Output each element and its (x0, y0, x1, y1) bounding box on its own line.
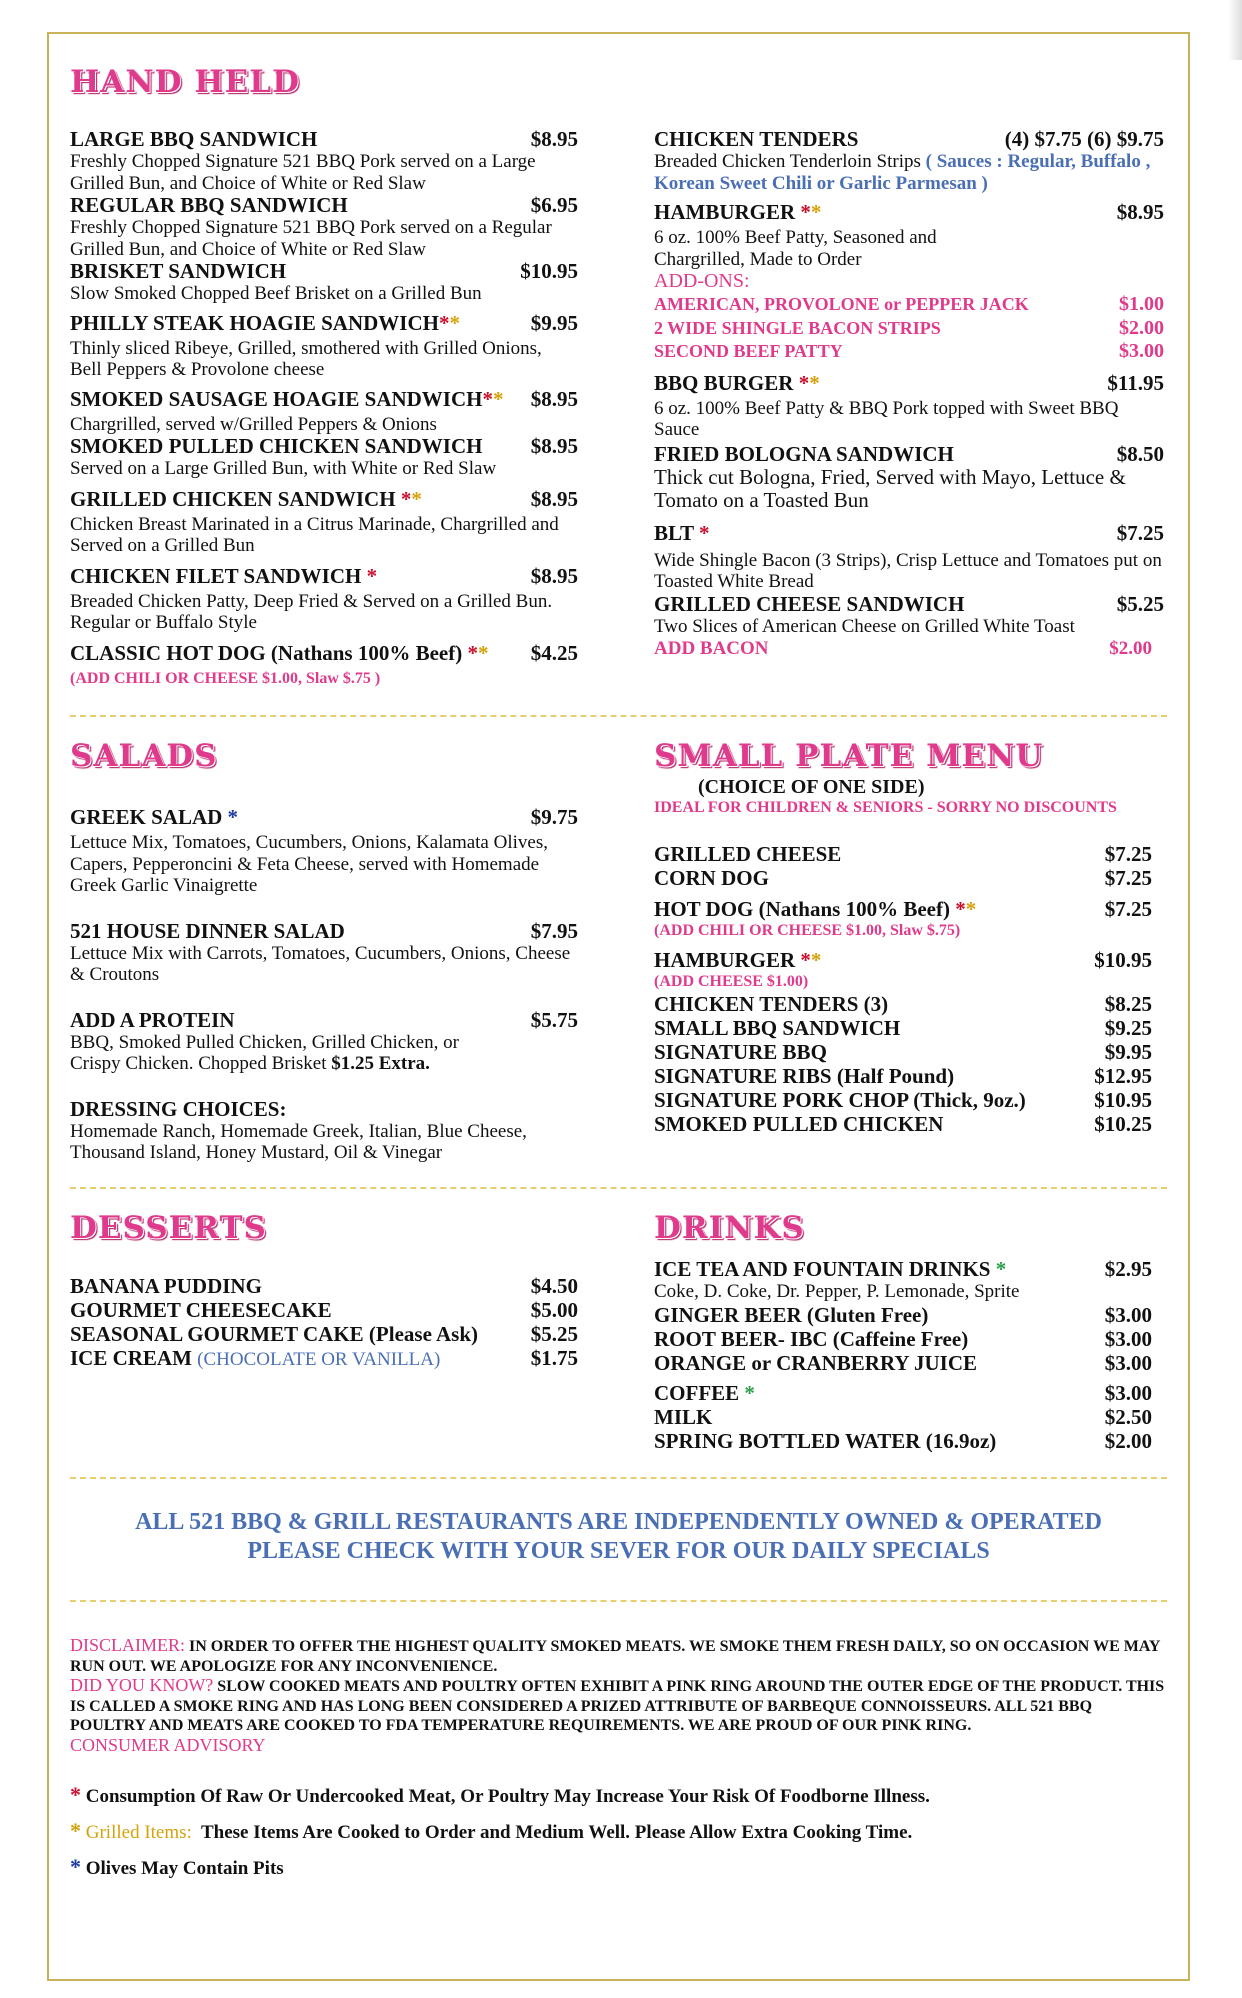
item-price: $6.95 (530, 193, 578, 217)
item-price: $8.50 (1116, 441, 1164, 466)
item-price: $4.25 (530, 640, 578, 665)
item-name: GRILLED CHEESE SANDWICH (654, 591, 965, 616)
hand-held-title: HAND HELD (70, 64, 300, 100)
item-extra: $1.25 Extra. (331, 1053, 430, 1074)
item-desc: Thick cut Bologna, Fried, Served with Mayo, Lettuce & Tomato on a Toasted Bun (654, 464, 1126, 512)
advisory-text: Olives May Contain Pits (85, 1858, 284, 1879)
item-desc: Lettuce Mix, Tomatoes, Cucumbers, Onions, Kalamata Olives, Capers, Pepperoncini & Feta Cheese, served with Homemade Greek Garlic Vinaigrette (70, 832, 548, 896)
item-note: (ADD CHILI OR CHEESE $1.00, Slaw $.75 ) (70, 669, 381, 687)
star-icon: * (366, 563, 378, 588)
addons-label: ADD-ONS: (654, 270, 750, 292)
item-price: $9.25 (1104, 1016, 1152, 1040)
star-icon: * (995, 1257, 1007, 1281)
star-icon: * (482, 386, 493, 411)
ice-cream-flavors: (CHOCOLATE OR VANILLA) (197, 1349, 441, 1370)
menu-item (654, 842, 1164, 866)
star-icon: * (492, 386, 504, 411)
menu-item (654, 593, 1164, 638)
menu-item (654, 1429, 1164, 1453)
disclaimer-label: DISCLAIMER: (70, 1635, 186, 1655)
menu-item (654, 443, 1164, 512)
item-name: DRESSING CHOICES: (70, 1096, 287, 1121)
menu-item (70, 312, 578, 381)
addon-name: AMERICAN, PROVOLONE or PEPPER JACK (654, 294, 1029, 314)
menu-item (654, 201, 1164, 270)
item-desc: Served on a Large Grilled Bun, with White or Red Slaw (70, 458, 497, 479)
item-price: $5.00 (530, 1298, 578, 1322)
item-desc: Homemade Ranch, Homemade Greek, Italian, Blue Cheese, Thousand Island, Honey Mustard, Oil & Vinegar (70, 1120, 527, 1163)
drinks-column (654, 1257, 1164, 1453)
star-icon: * (798, 370, 810, 395)
item-name: PHILLY STEAK HOAGIE SANDWICH (70, 310, 439, 335)
menu-item (70, 1274, 578, 1298)
item-name: SMALL BBQ SANDWICH (654, 1016, 901, 1040)
menu-item (70, 1009, 578, 1075)
sauce-options: ( Sauces : Regular, Buffalo , Korean Sweet Chili or Garlic Parmesan ) (654, 151, 1151, 194)
item-name: CHICKEN FILET SANDWICH (70, 563, 362, 588)
item-name: HAMBURGER (654, 948, 796, 972)
item-name: BRISKET SANDWICH (70, 259, 287, 283)
item-desc: Breaded Chicken Tenderloin Strips (654, 151, 921, 172)
item-name: SMOKED PULLED CHICKEN SANDWICH (70, 434, 483, 458)
menu-item (654, 1351, 1164, 1375)
menu-item (654, 866, 1164, 890)
item-name: BLT (654, 520, 694, 545)
item-name: CHICKEN TENDERS (3) (654, 992, 889, 1016)
item-price: $7.25 (1104, 866, 1152, 890)
advisory-text: These Items Are Cooked to Order and Medium Well. Please Allow Extra Cooking Time. (200, 1822, 913, 1843)
item-name: SEASONAL GOURMET CAKE (Please Ask) (70, 1322, 478, 1346)
notice-line: PLEASE CHECK WITH YOUR SEVER FOR OUR DAILY SPECIALS (247, 1538, 990, 1564)
item-name: CLASSIC HOT DOG (Nathans 100% Beef) (70, 640, 463, 665)
hand-held-left-column (70, 128, 578, 689)
star-icon: * (411, 486, 422, 511)
advisory-list (70, 1783, 1170, 1881)
item-name: SIGNATURE RIBS (Half Pound) (654, 1064, 955, 1088)
menu-item (654, 128, 1164, 194)
item-desc: Freshly Chopped Signature 521 BBQ Pork served on a Regular Grilled Bun, and Choice of White or Red Slaw (70, 217, 552, 260)
item-desc: Chicken Breast Marinated in a Citrus Marinade, Chargrilled and Served on a Grilled Bun (70, 513, 559, 556)
item-desc: Breaded Chicken Patty, Deep Fried & Served on a Grilled Bun. Regular or Buffalo Style (70, 590, 553, 633)
star-icon: * (800, 948, 811, 972)
item-desc: Thinly sliced Ribeye, Grilled, smothered with Grilled Onions, Bell Peppers & Provolone cheese (70, 337, 542, 380)
menu-item (654, 1327, 1164, 1351)
item-desc: Freshly Chopped Signature 521 BBQ Pork served on a Large Grilled Bun, and Choice of White or Red Slaw (70, 151, 536, 194)
item-price: $10.95 (1094, 1088, 1152, 1112)
small-plate-title: SMALL PLATE MENU (654, 738, 1044, 774)
menu-item (70, 920, 578, 986)
addon-price: $2.00 (1109, 638, 1152, 659)
star-icon: * (955, 897, 966, 921)
menu-item (70, 435, 578, 480)
menu-item (70, 128, 578, 194)
item-name: ADD A PROTEIN (70, 1007, 235, 1032)
item-name: REGULAR BBQ SANDWICH (70, 193, 348, 217)
item-name: SPRING BOTTLED WATER (16.9oz) (654, 1428, 997, 1453)
consumer-advisory-label: CONSUMER ADVISORY (70, 1734, 266, 1755)
item-desc: BBQ, Smoked Pulled Chicken, Grilled Chicken, or Crispy Chicken. Chopped Brisket (70, 1031, 459, 1074)
menu-item (654, 1064, 1164, 1088)
addon-row (654, 293, 1164, 317)
addon-price: $2.00 (1119, 316, 1164, 339)
item-price: $2.50 (1104, 1404, 1152, 1429)
item-name: SIGNATURE BBQ (654, 1040, 827, 1064)
ownership-notice (47, 1508, 1190, 1566)
desserts-title: DESSERTS (70, 1210, 267, 1246)
item-price: $3.00 (1104, 1350, 1152, 1375)
star-icon: * (400, 486, 412, 511)
item-price: $2.95 (1104, 1257, 1152, 1281)
star-icon: * (965, 897, 977, 921)
item-desc: Two Slices of American Cheese on Grilled White Toast (654, 615, 1075, 637)
star-icon: * (810, 948, 822, 972)
menu-item (654, 897, 1164, 921)
item-price: $8.25 (1104, 992, 1152, 1016)
addon-row (654, 340, 1164, 364)
addon-price: $1.00 (1119, 293, 1164, 315)
menu-item (654, 1016, 1164, 1040)
item-price: $11.95 (1107, 370, 1164, 395)
edge-shadow (1228, 0, 1242, 60)
advisory-text: Consumption Of Raw Or Undercooked Meat, Or Poultry May Increase Your Risk Of Foodborne Illness. (85, 1786, 930, 1807)
section-divider (70, 715, 1167, 717)
menu-item (70, 1322, 578, 1346)
item-price: $10.95 (1094, 948, 1152, 972)
star-icon: * (744, 1380, 755, 1405)
item-name: GOURMET CHEESECAKE (70, 1298, 332, 1322)
item-desc: Lettuce Mix with Carrots, Tomatoes, Cucumbers, Onions, Cheese & Croutons (70, 942, 571, 985)
item-price: $8.95 (530, 486, 578, 511)
item-price: $5.75 (530, 1007, 578, 1032)
item-name: 521 HOUSE DINNER SALAD (70, 918, 345, 943)
item-price: $7.25 (1104, 842, 1152, 866)
menu-item (654, 1112, 1164, 1136)
menu-item (70, 488, 578, 557)
item-name: HAMBURGER (654, 200, 796, 224)
menu-item (70, 806, 578, 897)
item-name: GRILLED CHEESE (654, 842, 842, 866)
addon-row (654, 637, 1164, 660)
menu-item (70, 194, 578, 260)
star-icon: * (809, 370, 820, 395)
item-name: COFFEE (654, 1380, 740, 1405)
addon-row (654, 317, 1164, 341)
did-you-know-text: SLOW COOKED MEATS AND POULTRY OFTEN EXHIBIT A PINK RING AROUND THE OUTER EDGE OF THE PRODUCT. THIS IS CALLED A SMOKE RING AND HAS LONG BEEN CONSIDERED A PRIZED ATTRIBUTE OF BARBEQUE CONNOISSEURS. ALL 521 BBQ POULTRY AND MEATS ARE COOKED TO FDA TEMPERATURE REQUIREMENTS. WE ARE PROUD OF OUR PINK RING. (70, 1678, 1165, 1734)
item-price: $2.00 (1104, 1428, 1152, 1453)
menu-item (70, 388, 578, 436)
item-name: BANANA PUDDING (70, 1274, 262, 1298)
star-icon: * (810, 200, 822, 224)
item-name: GINGER BEER (Gluten Free) (654, 1302, 929, 1327)
menu-item (70, 1346, 578, 1372)
section-divider (70, 1600, 1167, 1602)
menu-item (654, 1040, 1164, 1064)
item-desc: 6 oz. 100% Beef Patty, Seasoned and Chargrilled, Made to Order (654, 227, 937, 270)
menu-item (70, 1098, 578, 1164)
addon-price: $3.00 (1119, 340, 1164, 362)
item-name: ROOT BEER- IBC (Caffeine Free) (654, 1326, 969, 1351)
star-icon: * (467, 640, 478, 665)
item-price: $8.95 (530, 434, 578, 458)
star-icon: * (227, 805, 239, 829)
menu-item (654, 1257, 1164, 1281)
star-icon: * (800, 200, 811, 224)
item-name: FRIED BOLOGNA SANDWICH (654, 441, 954, 466)
item-price: $7.25 (1116, 520, 1164, 545)
menu-item (70, 1298, 578, 1322)
addon-name: 2 WIDE SHINGLE BACON STRIPS (654, 317, 941, 338)
item-desc: Slow Smoked Chopped Beef Brisket on a Grilled Bun (70, 283, 482, 304)
addon-name: ADD BACON (654, 638, 769, 659)
small-plate-column (654, 776, 1164, 1136)
menu-item (654, 992, 1164, 1016)
menu-item (654, 1405, 1164, 1429)
item-note: (ADD CHILI OR CHEESE $1.00, Slaw $.75) (654, 922, 961, 939)
item-name: SIGNATURE PORK CHOP (Thick, 9oz.) (654, 1088, 1026, 1112)
fine-print (70, 1636, 1170, 1755)
star-icon: * (70, 1818, 81, 1843)
addon-name: SECOND BEEF PATTY (654, 341, 843, 361)
disclaimer-text: IN ORDER TO OFFER THE HIGHEST QUALITY SMOKED MEATS. WE SMOKE THEM FRESH DAILY, SO ON OCCASION WE MAY RUN OUT. WE APOLOGIZE FOR ANY INCONVENIENCE. (70, 1638, 1160, 1675)
item-price: $7.95 (530, 918, 578, 943)
item-name: MILK (654, 1404, 713, 1429)
item-name: CORN DOG (654, 866, 769, 890)
advisory-item (70, 1819, 1170, 1845)
item-name: ICE CREAM (70, 1346, 192, 1370)
item-price: $9.75 (530, 805, 578, 829)
menu-item (70, 565, 578, 634)
item-price: $8.95 (530, 386, 578, 411)
hand-held-right-column (654, 128, 1164, 660)
item-price: $5.25 (1116, 591, 1164, 616)
item-price: $12.95 (1094, 1064, 1152, 1088)
item-price: $10.25 (1094, 1112, 1152, 1136)
item-desc: Chargrilled, served w/Grilled Peppers & Onions (70, 413, 437, 435)
star-icon: * (698, 520, 710, 545)
notice-line: ALL 521 BBQ & GRILL RESTAURANTS ARE INDEPENDENTLY OWNED & OPERATED (135, 1509, 1102, 1535)
star-icon: * (70, 1854, 81, 1879)
did-you-know-label: DID YOU KNOW? (70, 1675, 214, 1695)
menu-item (70, 642, 578, 689)
item-price: $8.95 (530, 563, 578, 588)
item-name: GRILLED CHICKEN SANDWICH (70, 486, 396, 511)
item-name: CHICKEN TENDERS (654, 127, 859, 151)
advisory-item (70, 1783, 1170, 1809)
menu-item (654, 1303, 1164, 1327)
item-price: $3.00 (1104, 1380, 1152, 1405)
salads-column (70, 806, 578, 1164)
item-price: (4) $7.75 (6) $9.75 (1004, 127, 1164, 151)
advisory-item (70, 1855, 1170, 1881)
item-price: $8.95 (530, 127, 578, 151)
item-price: $7.25 (1104, 897, 1152, 921)
menu-item (654, 522, 1164, 593)
item-name: BBQ BURGER (654, 370, 794, 395)
small-plate-subtitle: (CHOICE OF ONE SIDE) (698, 776, 925, 798)
item-note: (ADD CHEESE $1.00) (654, 973, 809, 990)
menu-item (654, 372, 1164, 441)
section-divider (70, 1187, 1167, 1189)
item-name: SMOKED SAUSAGE HOAGIE SANDWICH (70, 386, 483, 411)
small-plate-note: IDEAL FOR CHILDREN & SENIORS - SORRY NO DISCOUNTS (654, 799, 1117, 816)
item-desc: Coke, D. Coke, Dr. Pepper, P. Lemonade, Sprite (654, 1281, 1020, 1302)
item-desc: 6 oz. 100% Beef Patty & BBQ Pork topped with Sweet BBQ Sauce (654, 397, 1119, 440)
item-price: $1.75 (530, 1346, 578, 1370)
item-price: $3.00 (1104, 1326, 1152, 1351)
item-price: $5.25 (530, 1322, 578, 1346)
star-icon: * (438, 310, 450, 335)
item-price: $3.00 (1104, 1302, 1152, 1327)
advisory-label: Grilled Items: (85, 1822, 192, 1843)
item-name: HOT DOG (Nathans 100% Beef) (654, 897, 950, 921)
item-price: $9.95 (1104, 1040, 1152, 1064)
item-price: $10.95 (520, 259, 578, 283)
item-name: ICE TEA AND FOUNTAIN DRINKS (654, 1257, 991, 1281)
star-icon: * (70, 1782, 81, 1807)
item-name: GREEK SALAD (70, 805, 223, 829)
star-icon: * (477, 640, 489, 665)
item-price: $4.50 (530, 1274, 578, 1298)
menu-item (654, 948, 1164, 972)
salads-title: SALADS (70, 738, 218, 774)
item-price: $9.95 (530, 310, 578, 335)
item-price: $8.95 (1116, 200, 1164, 224)
item-name: ORANGE or CRANBERRY JUICE (654, 1350, 978, 1375)
menu-item (70, 260, 578, 305)
drinks-title: DRINKS (654, 1210, 805, 1246)
desserts-column (70, 1274, 578, 1372)
menu-item (654, 1381, 1164, 1405)
star-icon: * (449, 310, 460, 335)
item-name: SMOKED PULLED CHICKEN (654, 1112, 944, 1136)
section-divider (70, 1477, 1167, 1479)
menu-item (654, 1088, 1164, 1112)
item-name: LARGE BBQ SANDWICH (70, 127, 318, 151)
item-desc: Wide Shingle Bacon (3 Strips), Crisp Lettuce and Tomatoes put on Toasted White Bread (654, 549, 1162, 592)
